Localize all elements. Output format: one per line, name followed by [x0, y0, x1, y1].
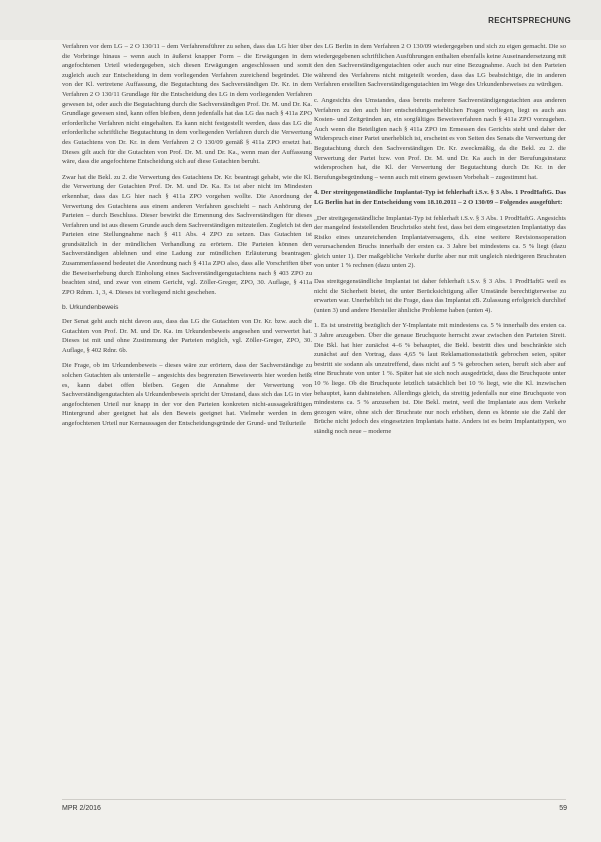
right-column — [314, 42, 566, 443]
paragraph: Der Senat geht auch nicht davon aus, dass das LG die Gutachten von Dr. Kr. bzw. auch die Gutachten von Prof. Dr. M. und Dr. Ka. im Urkundenbeweis angesehen und verwertet hat. Dieses ist mit und ohne Zustimmung der Parteien möglich, vgl. Zöller-Greger, ZPO, 30. Auflage, § 402 Rdnr. 6b. — [62, 318, 312, 354]
section-label: RECHTSPRECHUNG — [488, 16, 571, 25]
paragraph: Die Frage, ob im Urkundenbeweis – dieses wäre zur erörtern, dass der Sachverständige zu solchen Gutachten als unterstelle – angesichts des begrenzten Beweiswerts hier worden heißt es, kann dabei offen bleiben. Gegen die Annahme der Verwertung von Sachverständigengutachten als Urkundenbeweis spricht der Umstand, dass sich das LG in vier angefochtenen Urteil nur knapp in der vor den Parteien konkreten nicht-aussagekräftigen Hintergrund aber geeignet hat als den Beweis geeignet hat. Vielmehr werden in dem angefochtenen Urteil nur Kernaussagen der Entscheidungsgründe der Grund- und Teilurteile — [62, 362, 312, 427]
paragraph: Verfahren vor dem LG – 2 O 130/11 – dem Verfahrensführer zu sehen, dass das LG hier über die Vorbringe hinaus – wenn auch in äußerst knapper Form – die Erwägungen in dem angefochtenen Urteil wiedergegeben, sich diesen Erwägungen angeschlossen und somit zugleich auch zur Entscheidung in dem vorliegenden Verfahren zureichend begründet. Die von der Kl. vertretene Auffassung, die Begutachtung des Sachverständigen Dr. Kr. in dem Verfahren 2 O 130/11 Grundlage für die Entscheidung des LG in dem vorliegenden Verfahren gewesen ist, oder auch die Begutachtung durch die Sachverständigen Prof. Dr. M. und Dr. Ka. Grundlage gewesen sind, kann offen bleiben, denn jedenfalls hat das LG das nach § 411a ZPO erforderliche Verfahren nicht eingehalten. Es kann nicht festgestellt werden, dass das LG die erforderliche schriftliche Begutachtung in dem vorliegenden Verfahren durch die Verwertung des Gutachtens von Dr. Kr. in dem Verfahren 2 O 130/09 gemäß § 411a ZPO ersetzt hat. Dieses gilt auch für die Gutachten von Prof. Dr. M. und Dr. Ka., wenn man der Auffassung wäre, dass die angefochtene Entscheidung sich auf diese Gutachten beruht. — [62, 43, 312, 166]
paragraph: Das streitgegenständliche Implantat ist daher fehlerhaft i.S.v. § 3 Abs. 1 ProdHaftG weil es nicht die Sicherheit bietet, die unter Berücksichtigung aller Umstände berechtigterweise zu erwarten war. Unerheblich ist die Frage, dass das Implantat zB. Zulassung erfolgreich durchlief (unten 3) und andere Hersteller ähnliche Probleme haben (unten 4). — [314, 278, 566, 314]
paragraph: c. Angesichts des Umstandes, dass bereits mehrere Sachverständigengutachten aus anderen Verfahren zu den auch hier entscheidungserheblichen Fragen vorliegen, liegt es auch aus Kosten- und Zeitgründen an, ein sorgfältiges Beweisverfahren nach § 411a ZPO vorzugehen. Auch wenn die Beteiligten nach § 411a ZPO im Ermessen des Gerichts steht und daher der Widerspruch einer Partei unerheblich ist, erscheint es von Seiten des Senats die Verwertung der Begutachtung durch den Sachverständigen Dr. Kr. zweckmäßig, da die Bekl. zu 2. die Verwertung der Partei bzw. von Prof. Dr. M. und Dr. Ka auch in der Berufungsinstanz widersprochen hat, die Kl. der Verwertung der Begutachtung durch Dr. Kr. in der Berufungsbegründung – wenn auch mit einem gewissen Vorbehalt – zugestimmt hat. — [314, 96, 566, 181]
paragraph: Zwar hat die Bekl. zu 2. die Verwertung des Gutachtens Dr. Kr. beantragt gehabt, wie die Kl. die Verwertung der Gutachten Prof. Dr. M. und Dr. Ka. Es ist aber nicht im Mindesten erkennbar, dass das LG hier nach § 411a ZPO vorgehen wollte. Die Anordnung der Verwertung des Gutachtens aus einem anderen Verfahren geschieht – nach Anhörung der Parteien – durch Beschluss. Dieser bewirkt die Ernennung des Sachverständigen für dieses Verfahren und ist aus diesem Grunde auch dem Sachverständigen mitzuteilen. Zugleich ist den Parteien eine Stellungnahme nach § 411 Abs. 4 ZPO zu setzen. Das Gutachten ist grundsätzlich in der mündlichen Verhandlung zu erörtern. Die Parteien können den Sachverständigen ablehnen und eine Ladung zur mündlichen Erläuterung beantragen. Zusammenfassend bedeutet die Anordnung nach § 411a ZPO also, dass alle Vorschriften über die Beweiserhebung durch Einholung eines Sachverständigengutachtens nach § 403 ZPO zu beachten sind, und zwar von einem Gericht, vgl. Zöller-Greger, ZPO, 30. Auflage, § 411a ZPO Rdnm. 1, 3, 4. Dieses ist vorliegend nicht geschehen. — [62, 173, 312, 296]
section-heading: b. Urkundenbeweis — [62, 304, 119, 312]
paragraph: 4. Der streitgegenständliche Implantat-Typ ist fehlerhaft i.S.v. § 3 Abs. 1 ProdHaftG. Das LG Berlin hat in der Entscheidung vom 18.10.2011 – 2 O 130/09 – Folgendes ausgeführt: — [314, 189, 566, 206]
paragraph: 1. Es ist unstreitig bezüglich der Y-Implantate mit mindestens ca. 5 % innerhalb des ersten ca. 3 Jahre anzugeben. Über die genaue Bruchquote herrscht zwar zwischen den Parteien Streit. Die Bkl. hat hier zunächst 4–6 % behauptet, die Bekl. bestritt dies und beschränkte sich zunächst auf den Vortrag, dass 4,65 % laut Reklamationsstatistik gebrochen seien, später bestritt sie sodann als unzutreffend, dass nicht auf 5 % gebrochen seien, beruft sich aber auf eine Bruchrate von unter 1 %. Später hat sie sich noch ausgedrückt, dass die Bruchquote unter 10 % liege. Ob die Bruchquote letztlich tatsächlich bei 10 % liegt, wie die Kl. inzwischen behauptet, kann dahinstehen. Allerdings gleich, da streitig jedenfalls nur eine Bruchquote von mindestens ca. 5 % anzusehen ist. Die Bekl. meint, weil die Implantate aus dem Verkehr gezogen wäre, ohne sich der Bruchrate nur noch erhöhen, denn es könnte sie die Zahl der Brüche nicht jedoch des eingesetzten Implantats hatte. Anders ist es beim Implantattypen, wo ständig noch neue – moderne — [314, 322, 566, 435]
left-column — [62, 42, 312, 435]
page-number: 59 — [559, 805, 567, 812]
paragraph: des LG Berlin in dem Verfahren 2 O 130/09 wiedergegeben und sich zu eigen gemacht. Die so wiedergegebenen schriftlichen Ausführungen enthalten ebenfalls keine Auseinandersetzung mit den den Sachverständigengutachten oder auch nur eine Bezugnahme. Auch ist den Parteien während des Verfahrens nicht mitgeteilt worden, dass das LG beabsichtige, die in anderen Verfahren erstellten Sachverständigengutachten im Wege des Urkundenbeweises zu würdigen. — [314, 43, 567, 89]
journal-name: MPR 2/2016 — [62, 805, 101, 812]
footer-rule — [62, 799, 566, 800]
paragraph: „Der streitgegenständliche Implantat-Typ ist fehlerhaft i.S.v. § 3 Abs. 1 ProdHaftG. Angesichts der mangelnd feststellenden Bruchrisiko steht fest, dass bei dem eingesetzten Implantattyp das Risiko eines unzureichenden Implantatversagens, d.h. eine weitere Revisionsoperation verursachenden Bruchs innerhalb der ersten ca. 3 Jahre bei mindestens ca. 5 % liegt (dazu gleich unter 1). Der maßgebliche Verkehr durfte aber nur mit ungleich niedrigeren Bruchraten von unter 1 % rechnen (dazu unten 2). — [314, 214, 566, 270]
